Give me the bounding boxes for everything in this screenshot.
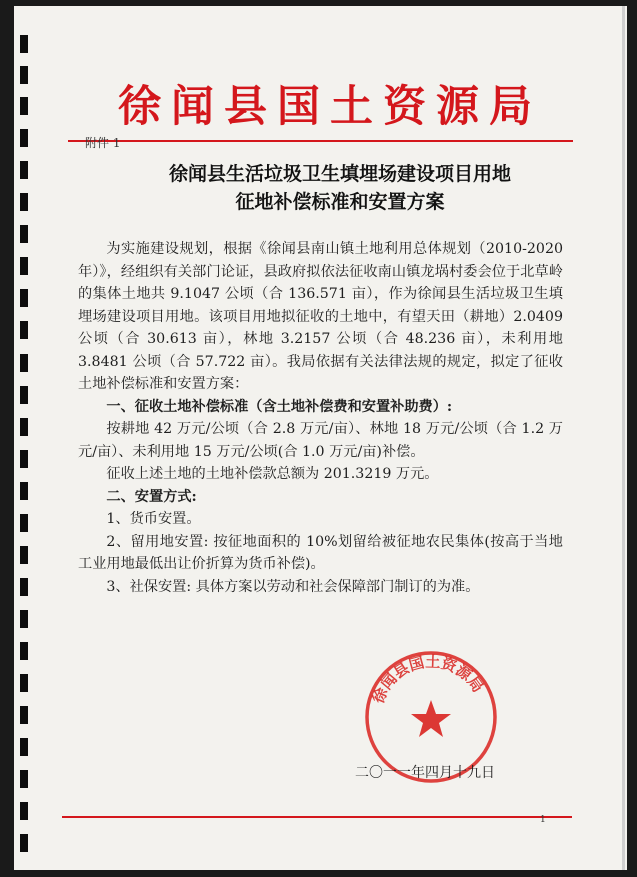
punch-hole xyxy=(20,386,28,404)
punch-hole xyxy=(20,738,28,756)
seal-text: 徐闻县国土资源局 xyxy=(369,652,488,706)
section1-total: 征收上述土地的土地补偿款总额为 201.3219 万元。 xyxy=(106,466,439,482)
punch-hole xyxy=(20,161,28,179)
intro-paragraph: 为实施建设规划，根据《徐闻县南山镇土地利用总体规划（2010-2020 年）》，经组织有关部门论证，县政府拟依法征收南山镇龙埚村委会位于北草岭的集体土地共 9.1047 公顷（合 136.571 亩），作为徐闻县生活垃圾卫生填埋场建设项目用地。该项目用地拟征收的土地中，有望天田（耕地）2.0409 公顷（合 30.613 亩），林地 3.2157 公顷（合 48.236 亩），未利用地 3.8481 公顷（合 57.722 亩）。我局依据有关法律法规的规定，拟定了征收土地补偿标准和安置方案： xyxy=(78,241,563,392)
punch-hole xyxy=(20,97,28,115)
punch-hole xyxy=(20,289,28,307)
item-3: 3、社保安置: 具体方案以劳动和社会保障部门制订的为准。 xyxy=(106,578,480,595)
document-body xyxy=(78,238,563,598)
punch-hole xyxy=(20,514,28,532)
punch-hole xyxy=(20,321,28,339)
punch-hole xyxy=(20,418,28,436)
letterhead-rule xyxy=(68,140,573,142)
letterhead: 徐闻县国土资源局 xyxy=(118,82,542,132)
document-title-line1: 徐闻县生活垃圾卫生填埋场建设项目用地 xyxy=(168,163,511,185)
document-date: 二〇一一年四月十九日 xyxy=(355,765,495,781)
document-title-line2: 征地补偿标准和安置方案 xyxy=(235,191,445,213)
punch-hole xyxy=(20,610,28,628)
punch-hole xyxy=(20,674,28,692)
punch-hole xyxy=(20,706,28,724)
section1-rates: 按耕地 42 万元/公顷（合 2.8 万元/亩）、林地 18 万元/公顷（合 1.2 万元/亩）、未利用地 15 万元/公顷(合 1.0 万元/亩)补偿。 xyxy=(78,421,563,460)
punch-hole xyxy=(20,225,28,243)
punch-hole xyxy=(20,354,28,372)
punch-hole xyxy=(20,193,28,211)
item-1: 1、货币安置。 xyxy=(106,511,201,527)
item-2: 2、留用地安置: 按征地面积的 10%划留给被征地农民集体(按高于当地工业用地最低出让价折算为货币补偿)。 xyxy=(78,533,563,572)
punch-hole xyxy=(20,35,28,53)
attachment-label: 附件 1 xyxy=(85,136,121,150)
punch-hole xyxy=(20,834,28,852)
punch-hole xyxy=(20,642,28,660)
punch-hole xyxy=(20,546,28,564)
punch-hole xyxy=(20,770,28,788)
punch-hole xyxy=(20,66,28,84)
section2-heading: 二、安置方式: xyxy=(106,488,197,505)
punch-hole xyxy=(20,578,28,596)
punch-hole xyxy=(20,257,28,275)
paper-edge xyxy=(622,6,625,870)
punch-hole xyxy=(20,129,28,147)
page-number: 1 xyxy=(540,815,546,825)
punch-hole xyxy=(20,802,28,820)
punch-hole xyxy=(20,482,28,500)
punch-hole xyxy=(20,450,28,468)
svg-text:徐闻县国土资源局 xyxy=(369,653,487,706)
section1-heading: 一、征收土地补偿标准（含土地补偿费和安置补助费）: xyxy=(106,398,453,415)
footer-rule xyxy=(62,816,572,818)
